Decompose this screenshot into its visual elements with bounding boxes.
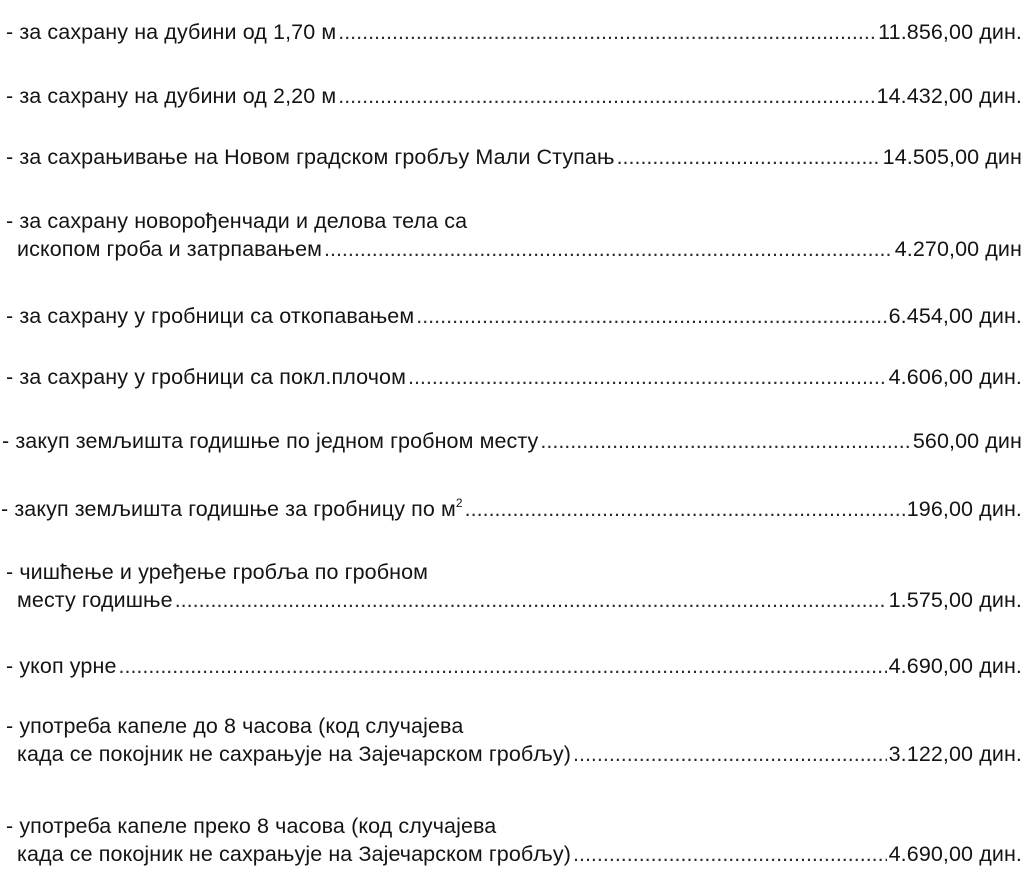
item-label-continued: месту годишње [17, 588, 173, 612]
item-label: - употреба капеле до 8 часова (код случајева [6, 714, 464, 738]
price-item-burial-newborns [0, 207, 1022, 263]
item-price: 4.606,00 дин. [888, 365, 1022, 389]
item-price: 4.690,00 дин. [888, 842, 1022, 866]
leader-dots [119, 652, 887, 680]
leader-dots [338, 82, 874, 110]
price-item-chapel-under-8h [0, 712, 1022, 768]
item-label: - укоп урне [6, 654, 117, 678]
item-price: 14.505,00 дин [882, 145, 1022, 169]
item-label: - за сахрану на дубини од 1,70 м [6, 20, 337, 44]
leader-dots [324, 235, 893, 263]
item-price: 4.690,00 дин. [888, 654, 1022, 678]
leader-dots [573, 740, 887, 768]
leader-dots [617, 143, 881, 171]
item-price: 14.432,00 дин. [876, 84, 1022, 108]
price-item-lease-grave [0, 427, 1022, 455]
item-label: - за сахрањивање на Новом градском гробљу Мали Ступањ [6, 145, 615, 169]
leader-dots [465, 495, 905, 523]
price-item-burial-170 [0, 18, 1022, 46]
item-price: 560,00 дин [912, 429, 1022, 453]
item-price: 3.122,00 дин. [888, 742, 1022, 766]
item-price: 196,00 дин. [906, 497, 1022, 521]
item-price: 1.575,00 дин. [888, 588, 1022, 612]
item-label-continued: када се покојник не сахрањује на Зајечарском гробљу) [17, 842, 571, 866]
price-item-tomb-excavation [0, 302, 1022, 330]
superscript: 2 [455, 496, 463, 510]
leader-dots [408, 363, 887, 391]
item-label: - употреба капеле преко 8 часова (код случајева [6, 814, 497, 838]
leader-dots [175, 586, 887, 614]
item-label-continued: ископом гроба и затрпавањем [17, 237, 323, 261]
price-item-tomb-slab [0, 363, 1022, 391]
leader-dots [540, 427, 910, 455]
item-label: - закуп земљишта годишње по једном гробном месту [2, 429, 539, 453]
item-label: - за сахрану у гробници са откопавањем [6, 304, 415, 328]
item-price: 4.270,00 дин [894, 237, 1022, 261]
leader-dots [573, 840, 887, 868]
price-item-cleaning [0, 558, 1022, 614]
price-item-chapel-over-8h [0, 812, 1022, 868]
item-label: - чишћење и уређење гробља по гробном [6, 560, 429, 584]
leader-dots [338, 18, 876, 46]
price-item-burial-220 [0, 82, 1022, 110]
item-label: - за сахрану новорођенчади и делова тела са [6, 209, 468, 233]
item-price: 6.454,00 дин. [888, 304, 1022, 328]
price-item-urn [0, 652, 1022, 680]
price-item-lease-tomb [0, 495, 1022, 523]
item-label: - за сахрану на дубини од 2,20 м [6, 84, 337, 108]
item-label: - закуп земљишта годишње за гробницу по м [1, 497, 456, 521]
price-item-burial-mali-stupanj [0, 143, 1022, 171]
item-label-continued: када се покојник не сахрањује на Зајечарском гробљу) [17, 742, 571, 766]
item-price: 11.856,00 дин. [878, 20, 1022, 44]
leader-dots [416, 302, 886, 330]
item-label: - за сахрану у гробници са покл.плочом [6, 365, 406, 389]
